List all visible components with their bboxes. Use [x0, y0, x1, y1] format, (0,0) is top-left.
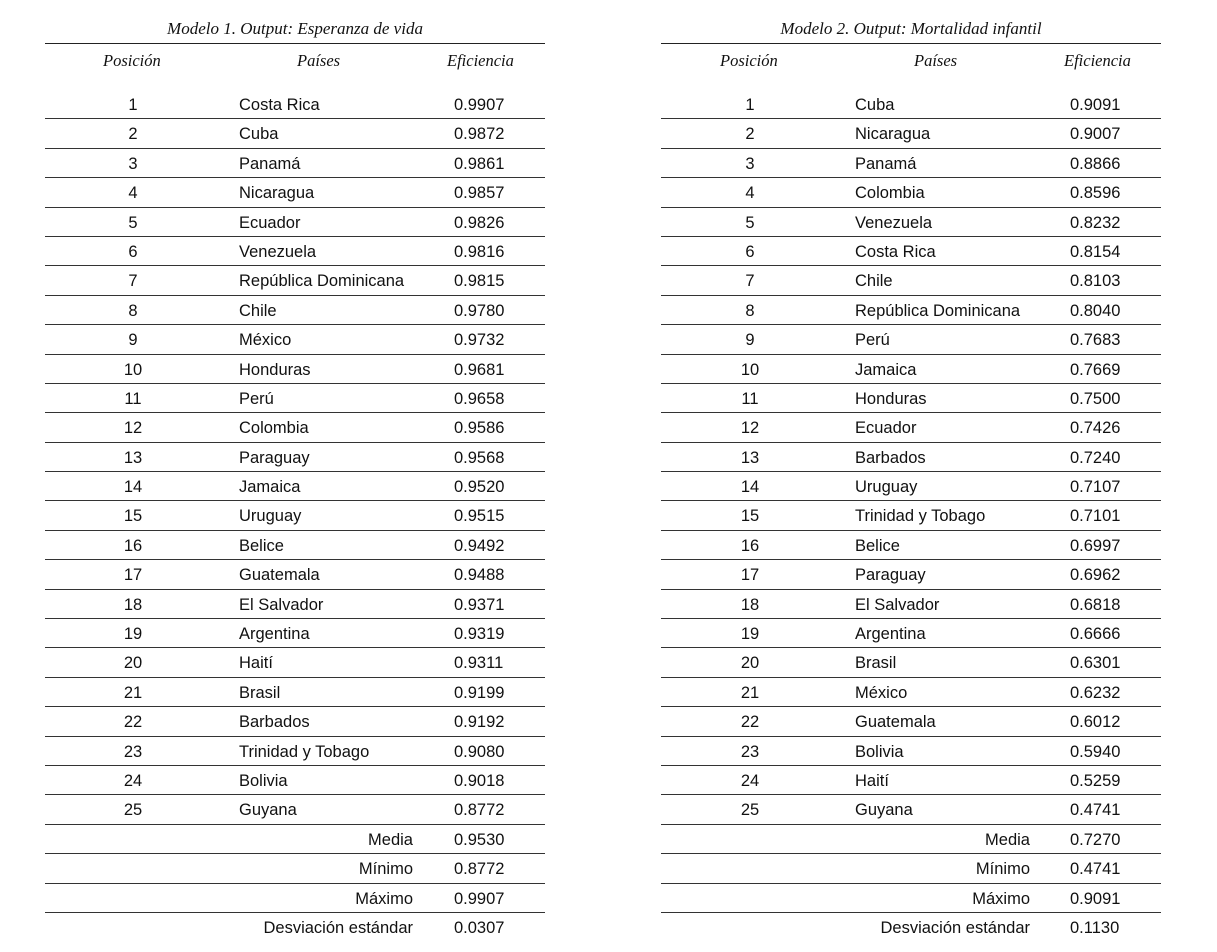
- table-body: [661, 90, 1161, 942]
- cell-position: 5: [745, 213, 755, 232]
- cell-efficiency: 0.9586: [454, 419, 505, 438]
- summary-label: Media: [985, 830, 1030, 849]
- cell-efficiency: 0.8040: [1070, 301, 1121, 320]
- summary-label: Desviación estándar: [880, 918, 1030, 937]
- cell-efficiency: 0.6012: [1070, 713, 1121, 732]
- cell-country: El Salvador: [239, 595, 324, 614]
- cell-position: 5: [128, 213, 138, 232]
- header-efficiency: Eficiencia: [447, 51, 514, 70]
- cell-position: 17: [123, 566, 143, 585]
- cell-country: Uruguay: [239, 507, 302, 526]
- cell-efficiency: 0.8772: [454, 801, 505, 820]
- cell-position: 8: [128, 301, 138, 320]
- cell-country: Barbados: [855, 448, 926, 467]
- table-row: [661, 384, 1161, 413]
- table-row: [661, 766, 1161, 795]
- cell-efficiency: 0.9658: [454, 389, 505, 408]
- header-country: Países: [297, 51, 341, 70]
- cell-efficiency: 0.8596: [1070, 184, 1121, 203]
- cell-efficiency: 0.7240: [1070, 448, 1121, 467]
- cell-efficiency: 0.9520: [454, 478, 505, 497]
- cell-position: 10: [123, 360, 143, 379]
- cell-country: Venezuela: [239, 242, 317, 261]
- table-row: [661, 619, 1161, 648]
- cell-country: Chile: [855, 272, 893, 291]
- summary-row: [45, 884, 545, 913]
- cell-position: 22: [740, 713, 760, 732]
- cell-country: Nicaragua: [855, 125, 931, 144]
- cell-position: 18: [123, 595, 143, 614]
- cell-position: 20: [740, 654, 760, 673]
- summary-value: 0.8772: [454, 860, 505, 879]
- table-header-row: [661, 44, 1161, 90]
- cell-efficiency: 0.9826: [454, 213, 505, 232]
- cell-efficiency: 0.9732: [454, 331, 505, 350]
- cell-efficiency: 0.8232: [1070, 213, 1121, 232]
- summary-row: [661, 854, 1161, 883]
- cell-country: Chile: [239, 301, 277, 320]
- cell-country: Honduras: [239, 360, 311, 379]
- cell-country: Trinidad y Tobago: [239, 742, 370, 761]
- cell-efficiency: 0.4741: [1070, 801, 1121, 820]
- table-row: [45, 413, 545, 442]
- cell-country: Argentina: [855, 625, 926, 644]
- table-row: [45, 707, 545, 736]
- cell-position: 10: [740, 360, 760, 379]
- cell-country: Argentina: [239, 625, 310, 644]
- cell-country: México: [855, 683, 908, 702]
- cell-country: Ecuador: [855, 419, 917, 438]
- cell-position: 12: [123, 419, 143, 438]
- cell-efficiency: 0.9080: [454, 742, 505, 761]
- header-position: Posición: [103, 51, 161, 70]
- summary-row: [661, 884, 1161, 913]
- table-row: [45, 648, 545, 677]
- cell-position: 6: [745, 242, 755, 261]
- cell-position: 14: [740, 478, 760, 497]
- cell-country: Colombia: [855, 184, 925, 203]
- table-row: [661, 178, 1161, 207]
- summary-label: Media: [368, 830, 413, 849]
- summary-label: Mínimo: [358, 860, 413, 879]
- table-row: [661, 208, 1161, 237]
- table-row: [45, 501, 545, 530]
- table-row: [661, 266, 1161, 295]
- cell-efficiency: 0.5940: [1070, 742, 1121, 761]
- summary-value: 0.7270: [1070, 830, 1121, 849]
- cell-country: Venezuela: [855, 213, 933, 232]
- summary-row: [661, 913, 1161, 942]
- cell-efficiency: 0.9907: [454, 96, 505, 114]
- table-row: [45, 619, 545, 648]
- cell-position: 23: [740, 742, 760, 761]
- table-row: [45, 590, 545, 619]
- cell-efficiency: 0.9681: [454, 360, 505, 379]
- cell-position: 4: [128, 184, 138, 203]
- table-row: [45, 90, 545, 119]
- table-row: [45, 149, 545, 178]
- cell-position: 9: [745, 331, 755, 350]
- table-row: [661, 707, 1161, 736]
- table-row: [45, 678, 545, 707]
- table-row: [661, 443, 1161, 472]
- cell-position: 23: [123, 742, 143, 761]
- cell-efficiency: 0.6666: [1070, 625, 1121, 644]
- cell-country: México: [239, 331, 292, 350]
- cell-country: Trinidad y Tobago: [855, 507, 986, 526]
- model1-table: [45, 0, 545, 942]
- summary-value: 0.9907: [454, 889, 505, 908]
- cell-country: Brasil: [855, 654, 897, 673]
- table-row: [45, 266, 545, 295]
- cell-position: 16: [740, 536, 760, 555]
- cell-country: Honduras: [855, 389, 927, 408]
- table-row: [661, 325, 1161, 354]
- cell-country: República Dominicana: [239, 272, 405, 291]
- cell-position: 13: [740, 448, 760, 467]
- cell-efficiency: 0.9861: [454, 154, 505, 173]
- cell-position: 9: [128, 331, 138, 350]
- summary-label: Desviación estándar: [263, 918, 413, 937]
- cell-country: Panamá: [855, 154, 917, 173]
- cell-efficiency: 0.9319: [454, 625, 505, 644]
- table-row: [661, 590, 1161, 619]
- cell-efficiency: 0.8154: [1070, 242, 1121, 261]
- cell-position: 1: [128, 96, 138, 114]
- cell-efficiency: 0.7107: [1070, 478, 1121, 497]
- cell-efficiency: 0.8103: [1070, 272, 1121, 291]
- cell-country: Uruguay: [855, 478, 918, 497]
- cell-position: 2: [128, 125, 138, 144]
- cell-efficiency: 0.5259: [1070, 771, 1121, 790]
- cell-position: 7: [128, 272, 138, 291]
- cell-position: 3: [128, 154, 138, 173]
- header-position: Posición: [720, 51, 778, 70]
- cell-country: El Salvador: [855, 595, 940, 614]
- table-row: [661, 355, 1161, 384]
- cell-country: Nicaragua: [239, 184, 315, 203]
- cell-efficiency: 0.9492: [454, 536, 505, 555]
- table-row: [45, 737, 545, 766]
- table-row: [45, 355, 545, 384]
- table-row: [45, 178, 545, 207]
- table-row: [661, 119, 1161, 148]
- cell-efficiency: 0.6962: [1070, 566, 1121, 585]
- cell-efficiency: 0.9007: [1070, 125, 1121, 144]
- cell-efficiency: 0.7669: [1070, 360, 1121, 379]
- cell-position: 21: [740, 683, 760, 702]
- table-row: [45, 208, 545, 237]
- cell-position: 8: [745, 301, 755, 320]
- cell-country: Barbados: [239, 713, 310, 732]
- table-row: [661, 531, 1161, 560]
- cell-efficiency: 0.7500: [1070, 389, 1121, 408]
- table-row: [45, 119, 545, 148]
- cell-country: Belice: [855, 536, 900, 555]
- cell-country: Cuba: [855, 96, 895, 114]
- cell-position: 19: [740, 625, 760, 644]
- cell-country: Paraguay: [855, 566, 926, 585]
- cell-efficiency: 0.9018: [454, 771, 505, 790]
- table-row: [45, 384, 545, 413]
- cell-efficiency: 0.9568: [454, 448, 505, 467]
- summary-label: Máximo: [972, 889, 1030, 908]
- cell-position: 15: [123, 507, 143, 526]
- cell-efficiency: 0.9311: [454, 654, 504, 673]
- cell-efficiency: 0.6997: [1070, 536, 1121, 555]
- cell-efficiency: 0.9816: [454, 242, 505, 261]
- cell-country: Guyana: [855, 801, 913, 820]
- table-row: [45, 766, 545, 795]
- summary-value: 0.1130: [1070, 918, 1120, 937]
- header-country: Países: [914, 51, 958, 70]
- summary-row: [45, 854, 545, 883]
- summary-label: Máximo: [355, 889, 413, 908]
- cell-position: 24: [123, 771, 143, 790]
- cell-country: Haití: [855, 771, 889, 790]
- table-caption: Modelo 1. Output: Esperanza de vida: [45, 0, 545, 44]
- cell-efficiency: 0.7101: [1070, 507, 1121, 526]
- cell-efficiency: 0.7426: [1070, 419, 1121, 438]
- cell-position: 1: [745, 96, 755, 114]
- cell-country: Paraguay: [239, 448, 310, 467]
- table-row: [661, 737, 1161, 766]
- cell-position: 15: [740, 507, 760, 526]
- cell-position: 17: [740, 566, 760, 585]
- cell-country: Perú: [239, 389, 274, 408]
- cell-position: 22: [123, 713, 143, 732]
- table-row: [45, 560, 545, 589]
- header-efficiency: Eficiencia: [1064, 51, 1131, 70]
- cell-position: 25: [740, 801, 760, 820]
- cell-position: 12: [740, 419, 760, 438]
- model2-table: [661, 0, 1161, 942]
- table-caption: Modelo 2. Output: Mortalidad infantil: [661, 0, 1161, 44]
- cell-efficiency: 0.6301: [1070, 654, 1121, 673]
- cell-country: Costa Rica: [239, 96, 320, 114]
- table-row: [661, 560, 1161, 589]
- cell-position: 3: [745, 154, 755, 173]
- summary-row: [45, 913, 545, 942]
- table-row: [661, 296, 1161, 325]
- table-row: [661, 90, 1161, 119]
- cell-position: 21: [123, 683, 143, 702]
- cell-country: Bolivia: [855, 742, 904, 761]
- cell-position: 20: [123, 654, 143, 673]
- cell-efficiency: 0.9857: [454, 184, 505, 203]
- cell-country: Jamaica: [239, 478, 301, 497]
- table-row: [45, 472, 545, 501]
- cell-position: 14: [123, 478, 143, 497]
- table-row: [661, 501, 1161, 530]
- table-row: [45, 237, 545, 266]
- table-row: [45, 296, 545, 325]
- table-row: [45, 443, 545, 472]
- cell-efficiency: 0.9371: [454, 595, 505, 614]
- cell-efficiency: 0.6232: [1070, 683, 1121, 702]
- cell-country: Haití: [239, 654, 273, 673]
- table-row: [661, 413, 1161, 442]
- cell-country: Costa Rica: [855, 242, 936, 261]
- cell-position: 18: [740, 595, 760, 614]
- cell-efficiency: 0.9815: [454, 272, 505, 291]
- cell-position: 4: [745, 184, 755, 203]
- cell-country: Perú: [855, 331, 890, 350]
- table-row: [661, 678, 1161, 707]
- cell-efficiency: 0.9515: [454, 507, 505, 526]
- cell-position: 13: [123, 448, 143, 467]
- cell-country: Belice: [239, 536, 284, 555]
- cell-efficiency: 0.9780: [454, 301, 505, 320]
- cell-efficiency: 0.7683: [1070, 331, 1121, 350]
- summary-row: [661, 825, 1161, 854]
- cell-country: Brasil: [239, 683, 281, 702]
- cell-country: Guyana: [239, 801, 297, 820]
- cell-efficiency: 0.9872: [454, 125, 505, 144]
- table-row: [661, 795, 1161, 824]
- cell-country: Jamaica: [855, 360, 917, 379]
- cell-position: 24: [740, 771, 760, 790]
- cell-country: Bolivia: [239, 771, 288, 790]
- summary-label: Mínimo: [975, 860, 1030, 879]
- cell-efficiency: 0.9091: [1070, 96, 1121, 114]
- cell-country: Guatemala: [239, 566, 320, 585]
- cell-position: 2: [745, 125, 755, 144]
- table-row: [45, 325, 545, 354]
- summary-value: 0.9530: [454, 830, 505, 849]
- cell-country: Colombia: [239, 419, 309, 438]
- cell-position: 25: [123, 801, 143, 820]
- table-row: [661, 237, 1161, 266]
- cell-position: 6: [128, 242, 138, 261]
- table-row: [661, 648, 1161, 677]
- cell-position: 19: [123, 625, 143, 644]
- table-row: [661, 472, 1161, 501]
- cell-efficiency: 0.9192: [454, 713, 505, 732]
- table-body: [45, 90, 545, 942]
- summary-value: 0.9091: [1070, 889, 1121, 908]
- cell-country: República Dominicana: [855, 301, 1021, 320]
- summary-row: [45, 825, 545, 854]
- cell-efficiency: 0.6818: [1070, 595, 1121, 614]
- cell-country: Panamá: [239, 154, 301, 173]
- table-row: [661, 149, 1161, 178]
- table-row: [45, 795, 545, 824]
- cell-efficiency: 0.9199: [454, 683, 505, 702]
- cell-position: 7: [745, 272, 755, 291]
- cell-efficiency: 0.8866: [1070, 154, 1121, 173]
- cell-position: 11: [124, 389, 142, 408]
- cell-country: Guatemala: [855, 713, 936, 732]
- summary-value: 0.4741: [1070, 860, 1121, 879]
- summary-value: 0.0307: [454, 918, 505, 937]
- cell-efficiency: 0.9488: [454, 566, 505, 585]
- cell-country: Ecuador: [239, 213, 301, 232]
- table-row: [45, 531, 545, 560]
- cell-position: 11: [741, 389, 759, 408]
- cell-position: 16: [123, 536, 143, 555]
- cell-country: Cuba: [239, 125, 279, 144]
- table-header-row: [45, 44, 545, 90]
